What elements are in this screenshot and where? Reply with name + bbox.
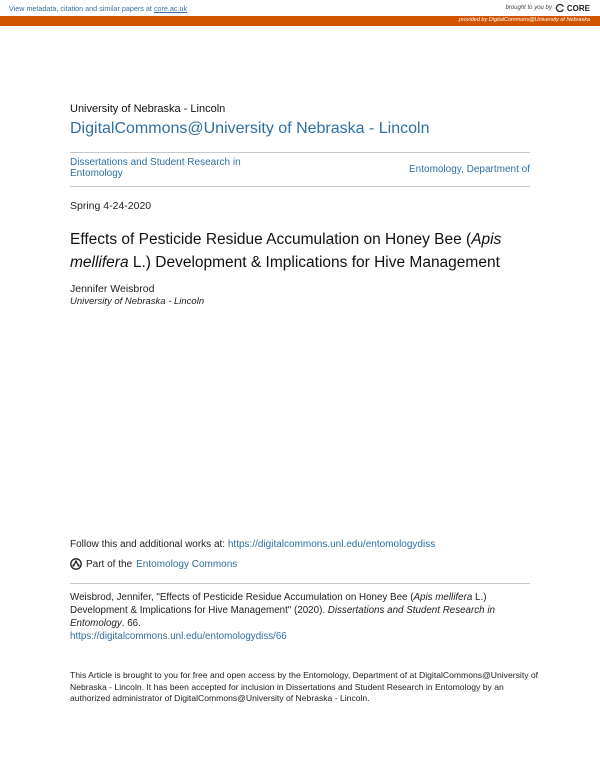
metadata-text: View metadata, citation and similar papers at xyxy=(9,4,152,13)
author-name: Jennifer Weisbrod xyxy=(70,283,155,295)
divider xyxy=(70,186,530,187)
author-affiliation: University of Nebraska - Lincoln xyxy=(70,296,205,307)
core-logo-label: CORE xyxy=(566,3,590,13)
title-text-2: L.) Development & Implications for Hive Management xyxy=(128,254,500,271)
commons-network-icon xyxy=(70,558,82,570)
part-of-line xyxy=(70,558,237,570)
follow-line xyxy=(70,539,435,550)
institution-name: University of Nebraska - Lincoln xyxy=(70,103,226,115)
citation-text-1: Weisbrod, Jennifer, "Effects of Pesticide Residue Accumulation on Honey Bee ( xyxy=(70,592,414,603)
recommended-citation xyxy=(70,591,535,643)
series-link[interactable]: Dissertations and Student Research in Entomology xyxy=(70,157,241,179)
repository-title[interactable]: DigitalCommons@University of Nebraska - Lincoln xyxy=(70,120,430,137)
entomology-commons-link[interactable]: Entomology Commons xyxy=(136,558,238,570)
metadata-notice xyxy=(9,4,187,13)
citation-text-3: . 66. xyxy=(121,618,141,629)
follow-text: Follow this and additional works at: xyxy=(70,539,228,550)
core-link[interactable]: core.ac.uk xyxy=(153,4,188,13)
core-logo-icon xyxy=(555,3,565,13)
divider xyxy=(70,152,530,153)
publication-date: Spring 4-24-2020 xyxy=(70,200,152,212)
citation-series: Dissertations and Student Research in Entomology xyxy=(70,605,495,629)
part-of-text: Part of the xyxy=(86,558,133,570)
provider-text: provided by DigitalCommons@University of Nebraska xyxy=(458,17,590,23)
document-title xyxy=(70,228,530,274)
citation-species: Apis mellifera xyxy=(413,592,473,603)
title-species: Apis mellifera xyxy=(70,231,502,271)
citation-url-link[interactable]: https://digitalcommons.unl.edu/entomologydiss/66 xyxy=(70,631,287,642)
brought-by xyxy=(506,3,591,13)
open-access-notice: This Article is brought to you for free and open access by the Entomology, Department of at DigitalCommons@University of Nebraska - Lincoln. It has been accepted for inclusion in Dissertations and Student Research in Entomology by an authorized administrator of DigitalCommons@University of Nebraska - Lincoln. xyxy=(70,670,539,703)
department-link[interactable]: Entomology, Department of xyxy=(409,164,530,175)
collection-url-link[interactable]: https://digitalcommons.unl.edu/entomologydiss xyxy=(227,539,436,550)
core-top-bar xyxy=(0,0,600,16)
citation-text-2: L.) Development & Implications for Hive Management" (2020). xyxy=(70,592,487,616)
title-text-1: Effects of Pesticide Residue Accumulation on Honey Bee ( xyxy=(70,231,472,248)
divider xyxy=(70,583,530,584)
provider-bar xyxy=(0,16,600,26)
brought-by-text: brought to you by xyxy=(505,5,552,11)
core-logo[interactable] xyxy=(555,3,590,13)
